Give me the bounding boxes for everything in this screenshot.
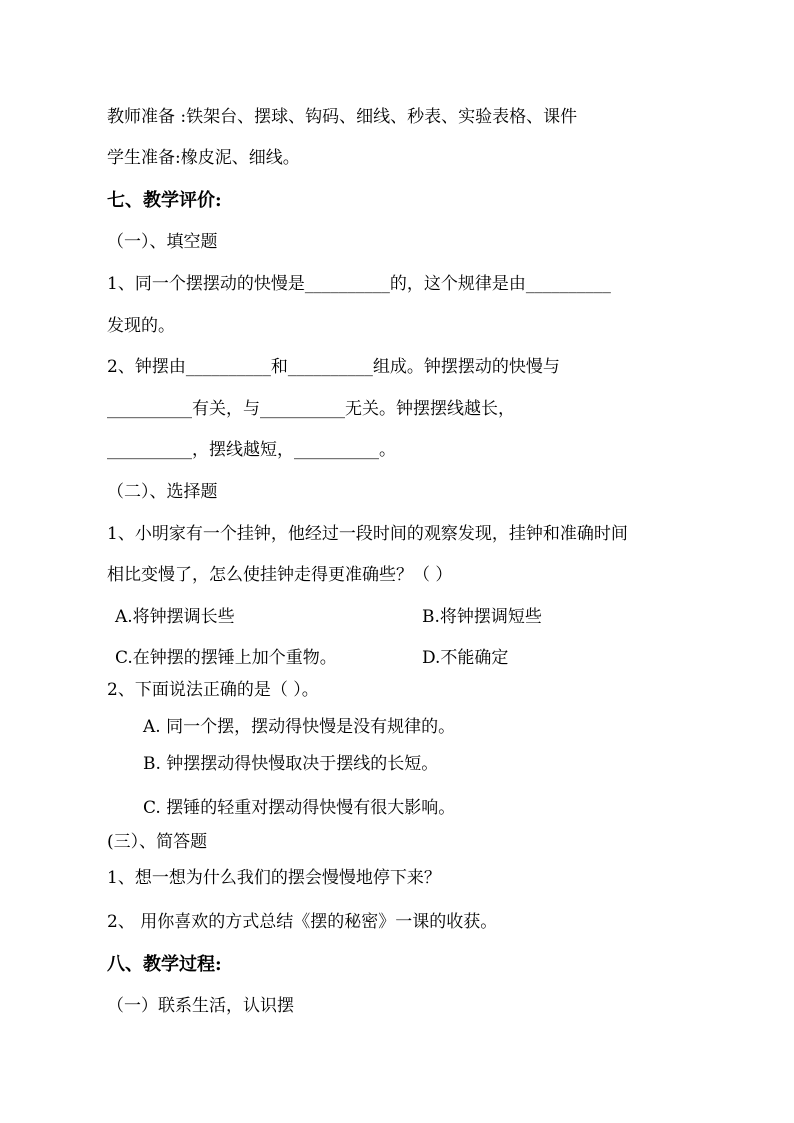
section-heading-evaluation: 七、教学评价: xyxy=(107,190,222,211)
fill-q2-line3: __________，摆线越短，__________。 xyxy=(107,440,396,460)
short-answer-q1: 1、想一想为什么我们的摆会慢慢地停下来？ xyxy=(107,868,441,888)
choice-q2-option-c: C. 摆锤的轻重对摆动得快慢有很大影响。 xyxy=(143,798,456,818)
section-heading-process: 八、教学过程: xyxy=(107,954,222,975)
short-answer-title: (三）、简答题 xyxy=(107,832,208,852)
choice-q2-option-b: B. 钟摆摆动得快慢取决于摆线的长短。 xyxy=(143,754,439,774)
fill-q1-line1: 1、同一个摆摆动的快慢是__________的，这个规律是由__________ xyxy=(107,274,611,294)
choice-q1-option-a: A.将钟摆调长些 xyxy=(115,607,235,627)
choice-q1-option-b: B.将钟摆调短些 xyxy=(422,607,542,627)
choice-q1-option-c: C.在钟摆的摆锤上加个重物。 xyxy=(115,648,337,668)
short-answer-q2: 2、 用你喜欢的方式总结《摆的秘密》一课的收获。 xyxy=(107,912,498,932)
choice-title: （二）、选择题 xyxy=(107,482,218,502)
fill-q1-line2: 发现的。 xyxy=(107,316,175,336)
fill-q2-line1: 2、钟摆由__________和__________组成。钟摆摆动的快慢与 xyxy=(107,357,560,377)
choice-q1-line2: 相比变慢了，怎么使挂钟走得更准确些？（ ） xyxy=(107,565,453,585)
choice-q2: 2、下面说法正确的是（ ）。 xyxy=(107,680,319,700)
student-prep: 学生准备:橡皮泥、细线。 xyxy=(107,148,300,168)
process-subsection-1: （一）联系生活，认识摆 xyxy=(107,996,294,1016)
fill-q2-line2: __________有关，与__________无关。钟摆摆线越长， xyxy=(107,399,515,419)
teacher-prep: 教师准备 :铁架台、摆球、钩码、细线、秒表、实验表格、课件 xyxy=(107,107,578,127)
choice-q1-line1: 1、小明家有一个挂钟，他经过一段时间的观察发现，挂钟和准确时间 xyxy=(107,524,628,544)
choice-q2-option-a: A. 同一个摆，摆动得快慢是没有规律的。 xyxy=(143,717,456,737)
fill-blank-title: （一）、填空题 xyxy=(107,232,218,252)
choice-q1-option-d: D.不能确定 xyxy=(422,648,509,668)
